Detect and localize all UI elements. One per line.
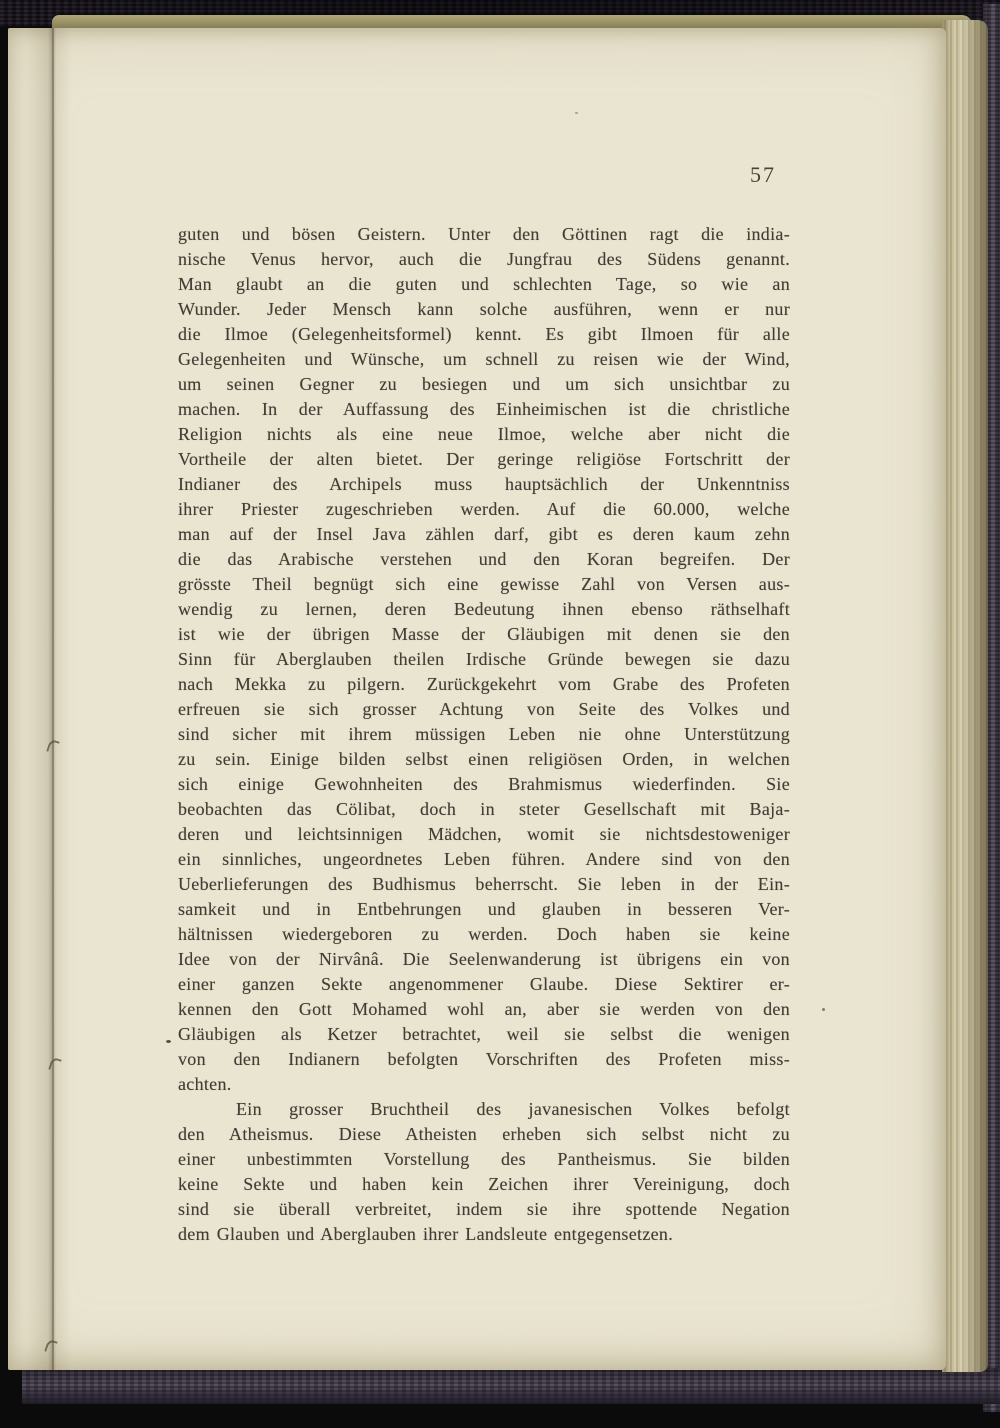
- text-line: deren und leichtsinnigen Mädchen, womit sie nichtsdestoweniger: [178, 824, 790, 844]
- text-line: ein sinnliches, ungeordnetes Leben führen. Andere sind von den: [178, 849, 790, 869]
- text-line: keine Sekte und haben kein Zeichen ihrer Vereinigung, doch: [178, 1174, 790, 1194]
- gutter-crease-line: [52, 28, 54, 1370]
- text-line: Idee von der Nirvânâ. Die Seelenwanderung ist übrigens ein von: [178, 949, 790, 969]
- paper-speck: [166, 1040, 171, 1043]
- page-number: 57: [750, 162, 776, 187]
- text-line: sich einige Gewohnheiten des Brahmismus wiederfinden. Sie: [178, 774, 790, 794]
- text-line: Religion nichts als eine neue Ilmoe, welche aber nicht die: [178, 424, 790, 444]
- text-line: beobachten das Cölibat, doch in steter Gesellschaft mit Baja-: [178, 799, 790, 819]
- text-line: samkeit und in Entbehrungen und glauben in besseren Ver-: [178, 899, 790, 919]
- text-line: wendig zu lernen, deren Bedeutung ihnen ebenso räthselhaft: [178, 599, 790, 619]
- body-text: [178, 222, 790, 1247]
- text-line: Indianer des Archipels muss hauptsächlich der Unkenntniss: [178, 474, 790, 494]
- text-line: ihrer Priester zugeschrieben werden. Auf die 60.000, welche: [178, 499, 790, 519]
- text-line: Wunder. Jeder Mensch kann solche ausführen, wenn er nur: [178, 299, 790, 319]
- gutter-shadow: [26, 28, 72, 1370]
- text-line: sind sie überall verbreitet, indem sie ihre spottende Negation: [178, 1199, 790, 1219]
- text-line: kennen den Gott Mohamed wohl an, aber sie werden von den: [178, 999, 790, 1019]
- text-line: Ein grosser Bruchtheil des javanesischen Volkes befolgt: [236, 1099, 790, 1119]
- text-line: um seinen Gegner zu besiegen und um sich unsichtbar zu: [178, 374, 790, 394]
- text-line: den Atheismus. Diese Atheisten erheben sich selbst nicht zu: [178, 1124, 790, 1144]
- text-line: ist wie der übrigen Masse der Gläubigen mit denen sie den: [178, 624, 790, 644]
- text-line: zu sein. Einige bilden selbst einen religiösen Orden, in welchen: [178, 749, 790, 769]
- text-line: von den Indianern befolgten Vorschriften des Profeten miss-: [178, 1049, 790, 1069]
- text-line: Gläubigen als Ketzer betrachtet, weil sie selbst die wenigen: [178, 1024, 790, 1044]
- text-line: die das Arabische verstehen und den Koran begreifen. Der: [178, 549, 790, 569]
- text-line: Vortheile der alten bietet. Der geringe religiöse Fortschritt der: [178, 449, 790, 469]
- text-line: sind sicher mit ihrem müssigen Leben nie ohne Unterstützung: [178, 724, 790, 744]
- text-line: Man glaubt an die guten und schlechten Tage, so wie an: [178, 274, 790, 294]
- paper-speck: [822, 1008, 825, 1011]
- text-line: Sinn für Aberglauben theilen Irdische Gründe bewegen sie dazu: [178, 649, 790, 669]
- text-line: einer ganzen Sekte angenommener Glaube. Diese Sektirer er-: [178, 974, 790, 994]
- text-line: nach Mekka zu pilgern. Zurückgekehrt vom Grabe des Profeten: [178, 674, 790, 694]
- text-line: dem Glauben und Aberglauben ihrer Landsleute entgegensetzen.: [178, 1224, 674, 1244]
- text-line: Gelegenheiten und Wünsche, um schnell zu reisen wie der Wind,: [178, 349, 790, 369]
- text-line: nische Venus hervor, auch die Jungfrau des Südens genannt.: [178, 249, 790, 269]
- text-line: die Ilmoe (Gelegenheitsformel) kennt. Es gibt Ilmoen für alle: [178, 324, 790, 344]
- text-line: machen. In der Auffassung des Einheimischen ist die christliche: [178, 399, 790, 419]
- text-line: hältnissen wiedergeboren zu werden. Doch haben sie keine: [178, 924, 790, 944]
- book-cover-bottom-edge: [22, 1368, 1000, 1404]
- text-line: grösste Theil begnügt sich eine gewisse Zahl von Versen aus-: [178, 574, 790, 594]
- page-stack-fore-edge: [942, 20, 988, 1372]
- text-line: erfreuen sie sich grosser Achtung von Seite des Volkes und: [178, 699, 790, 719]
- scanned-book-page: [8, 28, 946, 1370]
- text-line: Ueberlieferungen des Budhismus beherrscht. Sie leben in der Ein-: [178, 874, 790, 894]
- text-line: achten.: [178, 1074, 232, 1094]
- paper-speck: [575, 112, 578, 114]
- text-line: einer unbestimmten Vorstellung des Pantheismus. Sie bilden: [178, 1149, 790, 1169]
- text-line: man auf der Insel Java zählen darf, gibt es deren kaum zehn: [178, 524, 790, 544]
- text-line: guten und bösen Geistern. Unter den Göttinen ragt die india-: [178, 224, 790, 244]
